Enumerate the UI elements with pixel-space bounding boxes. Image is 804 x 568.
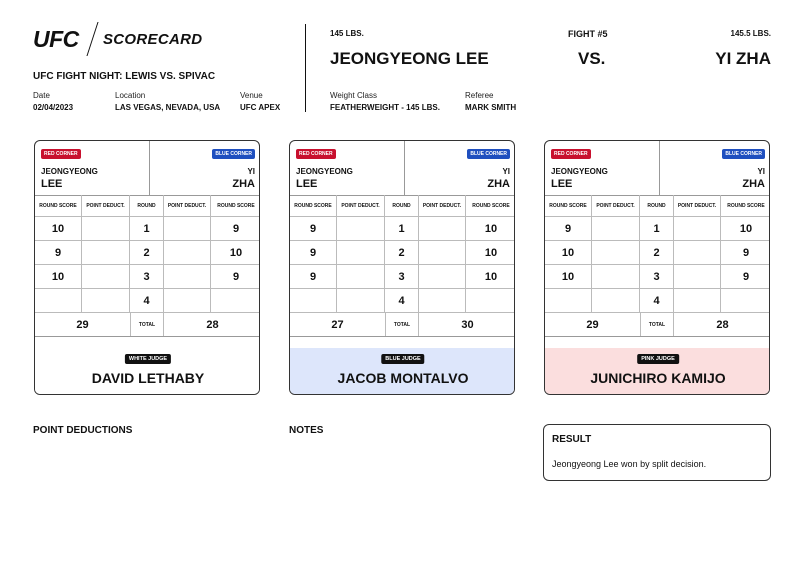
location-value: LAS VEGAS, NEVADA, USA — [115, 103, 221, 112]
judge-scorecard — [544, 140, 770, 395]
column-headers — [290, 195, 515, 217]
judge-name: JUNICHIRO KAMIJO — [590, 370, 726, 386]
logo-divider — [86, 22, 98, 56]
red-first-name: JEONGYEONG — [41, 167, 98, 176]
column-headers — [35, 195, 260, 217]
round-number: 4 — [640, 289, 674, 312]
result-box — [543, 424, 771, 481]
judge-section — [545, 348, 770, 395]
round-row — [35, 241, 260, 265]
judge-badge: PINK JUDGE — [637, 354, 679, 364]
blue-fighter-name: YI ZHA — [715, 49, 771, 68]
blue-corner-badge: BLUE CORNER — [212, 149, 255, 159]
red-last-name: LEE — [296, 178, 318, 190]
red-round-score — [35, 289, 82, 312]
vs-label: VS. — [578, 49, 606, 68]
blue-corner-badge: BLUE CORNER — [722, 149, 765, 159]
blue-point-deduct — [674, 217, 721, 240]
blue-last-name: ZHA — [232, 178, 255, 190]
round-score-header: ROUND SCORE — [727, 202, 765, 209]
blue-point-deduct — [674, 289, 721, 312]
referee-value: MARK SMITH — [465, 103, 517, 112]
round-row — [290, 289, 515, 313]
blue-last-name: ZHA — [742, 178, 765, 190]
red-round-score — [290, 289, 337, 312]
total-row — [290, 313, 515, 337]
red-total: 27 — [331, 318, 344, 331]
red-point-deduct — [337, 217, 385, 240]
location-label: Location — [115, 91, 146, 100]
red-point-deduct — [592, 217, 640, 240]
judge-scorecard — [34, 140, 260, 395]
round-row — [35, 217, 260, 241]
red-round-score: 9 — [290, 265, 337, 288]
blue-first-name: YI — [757, 167, 765, 176]
red-first-name: JEONGYEONG — [296, 167, 353, 176]
red-point-deduct — [82, 265, 130, 288]
round-score-header: ROUND SCORE — [545, 195, 592, 216]
blue-point-deduct — [164, 289, 211, 312]
round-row — [545, 289, 770, 313]
red-round-score: 9 — [35, 241, 82, 264]
blue-round-score — [466, 289, 515, 312]
judge-section — [35, 348, 260, 395]
header-split — [659, 141, 660, 195]
header-split — [404, 141, 405, 195]
result-title: RESULT — [552, 434, 592, 445]
point-deduct-header: POINT DEDUCT. — [164, 195, 211, 216]
red-round-score: 9 — [290, 241, 337, 264]
round-row — [35, 265, 260, 289]
judge-badge: WHITE JUDGE — [125, 354, 171, 364]
red-corner-badge: RED CORNER — [296, 149, 336, 159]
round-score-header: ROUND SCORE — [217, 202, 255, 209]
red-point-deduct — [82, 241, 130, 264]
card-header — [35, 141, 260, 196]
round-row — [290, 217, 515, 241]
score-grid — [35, 195, 260, 337]
red-total: 29 — [76, 318, 89, 331]
red-last-name: LEE — [41, 178, 63, 190]
round-number: 1 — [130, 217, 164, 240]
point-deductions-heading: POINT DEDUCTIONS — [33, 425, 133, 436]
round-number: 4 — [385, 289, 419, 312]
fight-number: FIGHT #5 — [568, 29, 608, 39]
round-number: 3 — [385, 265, 419, 288]
red-round-score: 10 — [545, 265, 592, 288]
blue-round-score: 9 — [232, 222, 240, 235]
round-number: 1 — [385, 217, 419, 240]
round-row — [35, 289, 260, 313]
blue-point-deduct — [419, 217, 466, 240]
red-point-deduct — [82, 217, 130, 240]
blue-point-deduct — [419, 241, 466, 264]
red-fighter-name: JEONGYEONG LEE — [330, 49, 489, 68]
judge-badge: BLUE JUDGE — [381, 354, 424, 364]
blue-round-score: 9 — [742, 246, 750, 259]
red-round-score: 9 — [545, 217, 592, 240]
red-point-deduct — [337, 265, 385, 288]
ufc-logo: UFC — [33, 26, 79, 52]
blue-point-deduct — [164, 217, 211, 240]
total-label: TOTAL — [130, 313, 164, 336]
round-number: 1 — [640, 217, 674, 240]
blue-point-deduct — [419, 265, 466, 288]
red-round-score: 10 — [545, 241, 592, 264]
notes-heading: NOTES — [289, 425, 324, 436]
header-split — [149, 141, 150, 195]
card-header — [290, 141, 515, 196]
header-divider — [305, 24, 306, 112]
red-round-score: 10 — [35, 217, 82, 240]
round-row — [545, 265, 770, 289]
point-deduct-header: POINT DEDUCT. — [592, 195, 640, 216]
blue-round-score: 9 — [232, 270, 240, 283]
blue-total: 28 — [716, 318, 729, 331]
red-round-score: 10 — [35, 265, 82, 288]
round-number: 3 — [640, 265, 674, 288]
red-round-score — [545, 289, 592, 312]
round-header: ROUND — [640, 195, 674, 216]
weight-class-value: FEATHERWEIGHT - 145 LBS. — [330, 103, 440, 112]
red-point-deduct — [592, 241, 640, 264]
red-corner-badge: RED CORNER — [41, 149, 81, 159]
blue-point-deduct — [674, 265, 721, 288]
blue-total: 28 — [206, 318, 219, 331]
blue-round-score: 10 — [484, 222, 498, 235]
blue-point-deduct — [164, 265, 211, 288]
blue-total: 30 — [461, 318, 474, 331]
round-row — [290, 265, 515, 289]
round-row — [290, 241, 515, 265]
red-point-deduct — [82, 289, 130, 312]
blue-weight: 145.5 LBS. — [730, 29, 771, 38]
red-point-deduct — [337, 289, 385, 312]
blue-round-score: 10 — [739, 222, 753, 235]
blue-point-deduct — [674, 241, 721, 264]
blue-first-name: YI — [247, 167, 255, 176]
round-header: ROUND — [385, 195, 419, 216]
point-deduct-header: POINT DEDUCT. — [674, 195, 721, 216]
date-value: 02/04/2023 — [33, 103, 74, 112]
judge-scorecard — [289, 140, 515, 395]
blue-first-name: YI — [502, 167, 510, 176]
judge-name: JACOB MONTALVO — [337, 370, 469, 386]
blue-round-score: 9 — [742, 270, 750, 283]
point-deduct-header: POINT DEDUCT. — [419, 195, 466, 216]
round-number: 2 — [385, 241, 419, 264]
venue-value: UFC APEX — [240, 103, 281, 112]
score-grid — [290, 195, 515, 337]
column-headers — [545, 195, 770, 217]
round-row — [545, 217, 770, 241]
round-score-header: ROUND SCORE — [290, 195, 337, 216]
total-label: TOTAL — [385, 313, 419, 336]
round-number: 3 — [130, 265, 164, 288]
blue-round-score: 10 — [229, 246, 243, 259]
score-grid — [545, 195, 770, 337]
total-row — [35, 313, 260, 337]
round-number: 2 — [130, 241, 164, 264]
blue-round-score — [721, 289, 770, 312]
red-corner-badge: RED CORNER — [551, 149, 591, 159]
round-header: ROUND — [130, 195, 164, 216]
point-deduct-header: POINT DEDUCT. — [337, 195, 385, 216]
blue-round-score: 10 — [484, 270, 498, 283]
result-text: Jeongyeong Lee won by split decision. — [552, 459, 707, 469]
scorecard-title: SCORECARD — [103, 31, 203, 48]
round-number: 4 — [130, 289, 164, 312]
total-row — [545, 313, 770, 337]
blue-point-deduct — [164, 241, 211, 264]
judge-section — [290, 348, 515, 395]
round-score-header: ROUND SCORE — [35, 195, 82, 216]
venue-label: Venue — [240, 91, 263, 100]
round-row — [545, 241, 770, 265]
red-round-score: 9 — [290, 217, 337, 240]
red-total: 29 — [586, 318, 599, 331]
date-label: Date — [33, 91, 50, 100]
red-point-deduct — [592, 289, 640, 312]
blue-round-score — [211, 289, 260, 312]
round-score-header: ROUND SCORE — [472, 202, 510, 209]
red-point-deduct — [592, 265, 640, 288]
round-number: 2 — [640, 241, 674, 264]
weight-class-label: Weight Class — [330, 91, 377, 100]
card-header — [545, 141, 770, 196]
blue-point-deduct — [419, 289, 466, 312]
judge-name: DAVID LETHABY — [91, 370, 205, 386]
point-deduct-header: POINT DEDUCT. — [82, 195, 130, 216]
event-name: UFC FIGHT NIGHT: LEWIS VS. SPIVAC — [33, 71, 216, 82]
blue-last-name: ZHA — [487, 178, 510, 190]
red-point-deduct — [337, 241, 385, 264]
red-weight: 145 LBS. — [330, 29, 364, 38]
blue-round-score: 10 — [484, 246, 498, 259]
total-label: TOTAL — [640, 313, 674, 336]
red-first-name: JEONGYEONG — [551, 167, 608, 176]
red-last-name: LEE — [551, 178, 573, 190]
blue-corner-badge: BLUE CORNER — [467, 149, 510, 159]
referee-label: Referee — [465, 91, 494, 100]
